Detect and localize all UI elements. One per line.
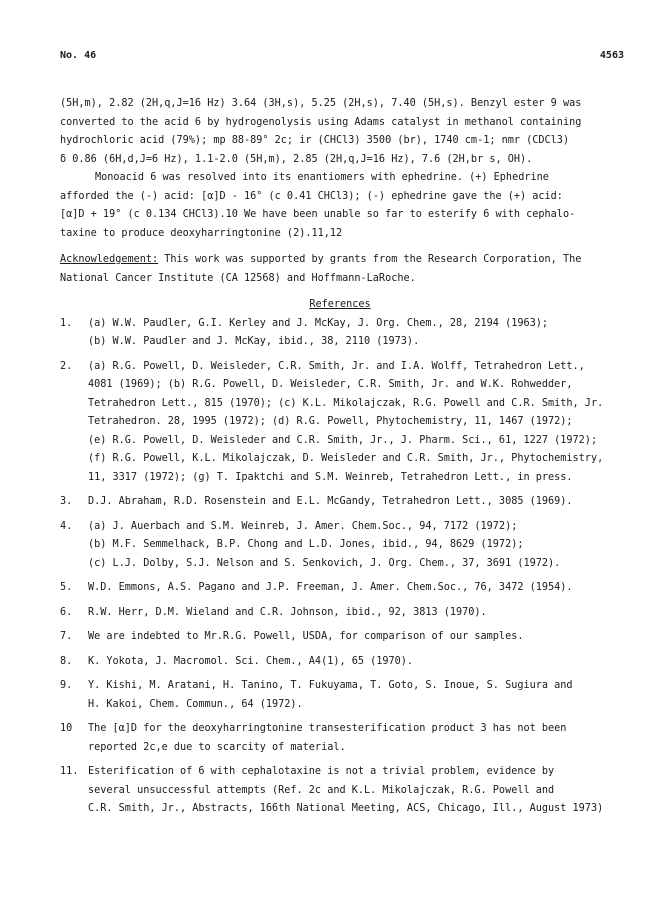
- reference-line: C.R. Smith, Jr., Abstracts, 166th National Meeting, ACS, Chicago, Ill., August 1973): [88, 803, 604, 814]
- reference-line: (a) R.G. Powell, D. Weisleder, C.R. Smith, Jr. and I.A. Wolff, Tetrahedron Lett.,: [88, 360, 585, 372]
- reference-item: [60, 677, 620, 714]
- text-line: [α]D + 19° (c 0.134 CHCl3).10 We have been unable so far to esterify 6 with cephalo-: [60, 209, 576, 220]
- reference-number: 3.: [60, 496, 73, 507]
- reference-line: several unsuccessful attempts (Ref. 2c and K.L. Mikolajczak, R.G. Powell and: [88, 784, 555, 796]
- references-heading: References: [309, 299, 371, 310]
- resolution-paragraph: [60, 169, 620, 243]
- reference-item: [60, 720, 620, 757]
- reference-line: (a) J. Auerbach and S.M. Weinreb, J. Amer. Chem.Soc., 94, 7172 (1972);: [88, 520, 518, 532]
- reference-line: (b) W.W. Paudler and J. McKay, ibid., 38, 2110 (1973).: [88, 336, 420, 347]
- reference-line: Tetrahedron. 28, 1995 (1972); (d) R.G. Powell, Phytochemistry, 11, 1467 (1972);: [88, 416, 573, 427]
- reference-number: 11.: [60, 766, 79, 777]
- reference-line: Tetrahedron Lett., 815 (1970); (c) K.L. Mikolajczak, R.G. Powell and C.R. Smith, Jr.: [88, 397, 604, 409]
- reference-line: (b) M.F. Semmelhack, B.P. Chong and L.D. Jones, ibid., 94, 8629 (1972);: [88, 539, 524, 550]
- reference-line: (f) R.G. Powell, K.L. Mikolajczak, D. Weisleder and C.R. Smith, Jr., Phytochemistry,: [88, 453, 604, 464]
- reference-item: [60, 763, 620, 819]
- document-body: [60, 95, 620, 825]
- text-line: Monoacid 6 was resolved into its enantiomers with ephedrine. (+) Ephedrine: [95, 172, 549, 183]
- reference-number: 1.: [60, 317, 73, 329]
- reference-line: 4081 (1969); (b) R.G. Powell, D. Weisleder, C.R. Smith, Jr. and W.K. Rohwedder,: [88, 379, 573, 390]
- reference-item: [60, 358, 620, 488]
- text-line: δ 0.86 (6H,d,J=6 Hz), 1.1-2.0 (5H,m), 2.85 (2H,q,J=16 Hz), 7.6 (2H,br s, OH).: [60, 153, 533, 165]
- reference-line: K. Yokota, J. Macromol. Sci. Chem., A4(1), 65 (1970).: [88, 655, 414, 667]
- reference-line: We are indebted to Mr.R.G. Powell, USDA, for comparison of our samples.: [88, 631, 524, 642]
- reference-line: D.J. Abraham, R.D. Rosenstein and E.L. McGandy, Tetrahedron Lett., 3085 (1969).: [88, 496, 573, 507]
- reference-line: (e) R.G. Powell, D. Weisleder and C.R. Smith, Jr., J. Pharm. Sci., 61, 1227 (1972);: [88, 434, 598, 446]
- reference-line: H. Kakoi, Chem. Commun., 64 (1972).: [88, 698, 303, 710]
- reference-number: 10: [60, 723, 73, 734]
- journal-number: No. 46: [60, 50, 97, 61]
- text-line: (5H,m), 2.82 (2H,q,J=16 Hz) 3.64 (3H,s), 5.25 (2H,s), 7.40 (5H,s). Benzyl ester 9 was: [60, 98, 582, 109]
- reference-number: 9.: [60, 680, 73, 691]
- reference-item: [60, 579, 620, 598]
- reference-item: [60, 315, 620, 352]
- acknowledgement-text: National Cancer Institute (CA 12568) and Hoffmann-LaRoche.: [60, 272, 416, 284]
- reference-line: R.W. Herr, D.M. Wieland and C.R. Johnson, ibid., 92, 3813 (1970).: [88, 606, 487, 618]
- reference-item: [60, 653, 620, 672]
- reference-line: Y. Kishi, M. Aratani, H. Tanino, T. Fukuyama, T. Goto, S. Inoue, S. Sugiura and: [88, 680, 573, 691]
- reference-line: 11, 3317 (1972); (g) T. Ipaktchi and S.M. Weinreb, Tetrahedron Lett., in press.: [88, 471, 573, 483]
- reference-item: [60, 628, 620, 647]
- acknowledgement-text: This work was supported by grants from the Research Corporation, The: [158, 254, 582, 265]
- text-line: taxine to produce deoxyharringtonine (2).11,12: [60, 227, 343, 239]
- references-list: [60, 315, 620, 819]
- text-line: afforded the (-) acid: [α]D - 16° (c 0.41 CHCl3); (-) ephedrine gave the (+) acid:: [60, 190, 563, 202]
- page-number: 4563: [599, 50, 624, 61]
- reference-item: [60, 518, 620, 574]
- reference-number: 8.: [60, 655, 73, 667]
- reference-line: reported 2c,e due to scarcity of material.: [88, 741, 346, 753]
- reference-line: (a) W.W. Paudler, G.I. Kerley and J. McKay, J. Org. Chem., 28, 2194 (1963);: [88, 317, 549, 329]
- reference-number: 6.: [60, 606, 73, 618]
- text-line: converted to the acid 6 by hydrogenolysis using Adams catalyst in methanol containing: [60, 116, 582, 128]
- reference-item: [60, 604, 620, 623]
- intro-paragraph: [60, 95, 620, 169]
- reference-line: The [α]D for the deoxyharringtonine transesterification product 3 has not been: [88, 723, 567, 734]
- reference-line: Esterification of 6 with cephalotaxine is not a trivial problem, evidence by: [88, 766, 555, 777]
- reference-number: 5.: [60, 582, 73, 593]
- reference-line: W.D. Emmons, A.S. Pagano and J.P. Freeman, J. Amer. Chem.Soc., 76, 3472 (1954).: [88, 582, 573, 593]
- reference-item: [60, 493, 620, 512]
- reference-number: 4.: [60, 520, 73, 532]
- acknowledgement-label: Acknowledgement:: [60, 254, 159, 265]
- reference-line: (c) L.J. Dolby, S.J. Nelson and S. Senkovich, J. Org. Chem., 37, 3691 (1972).: [88, 557, 561, 569]
- reference-number: 7.: [60, 631, 73, 642]
- text-line: hydrochloric acid (79%); mp 88-89° 2c; ir (CHCl3) 3500 (br), 1740 cm-1; nmr (CDCl3): [60, 135, 570, 146]
- acknowledgement: [60, 251, 620, 288]
- reference-number: 2.: [60, 360, 73, 372]
